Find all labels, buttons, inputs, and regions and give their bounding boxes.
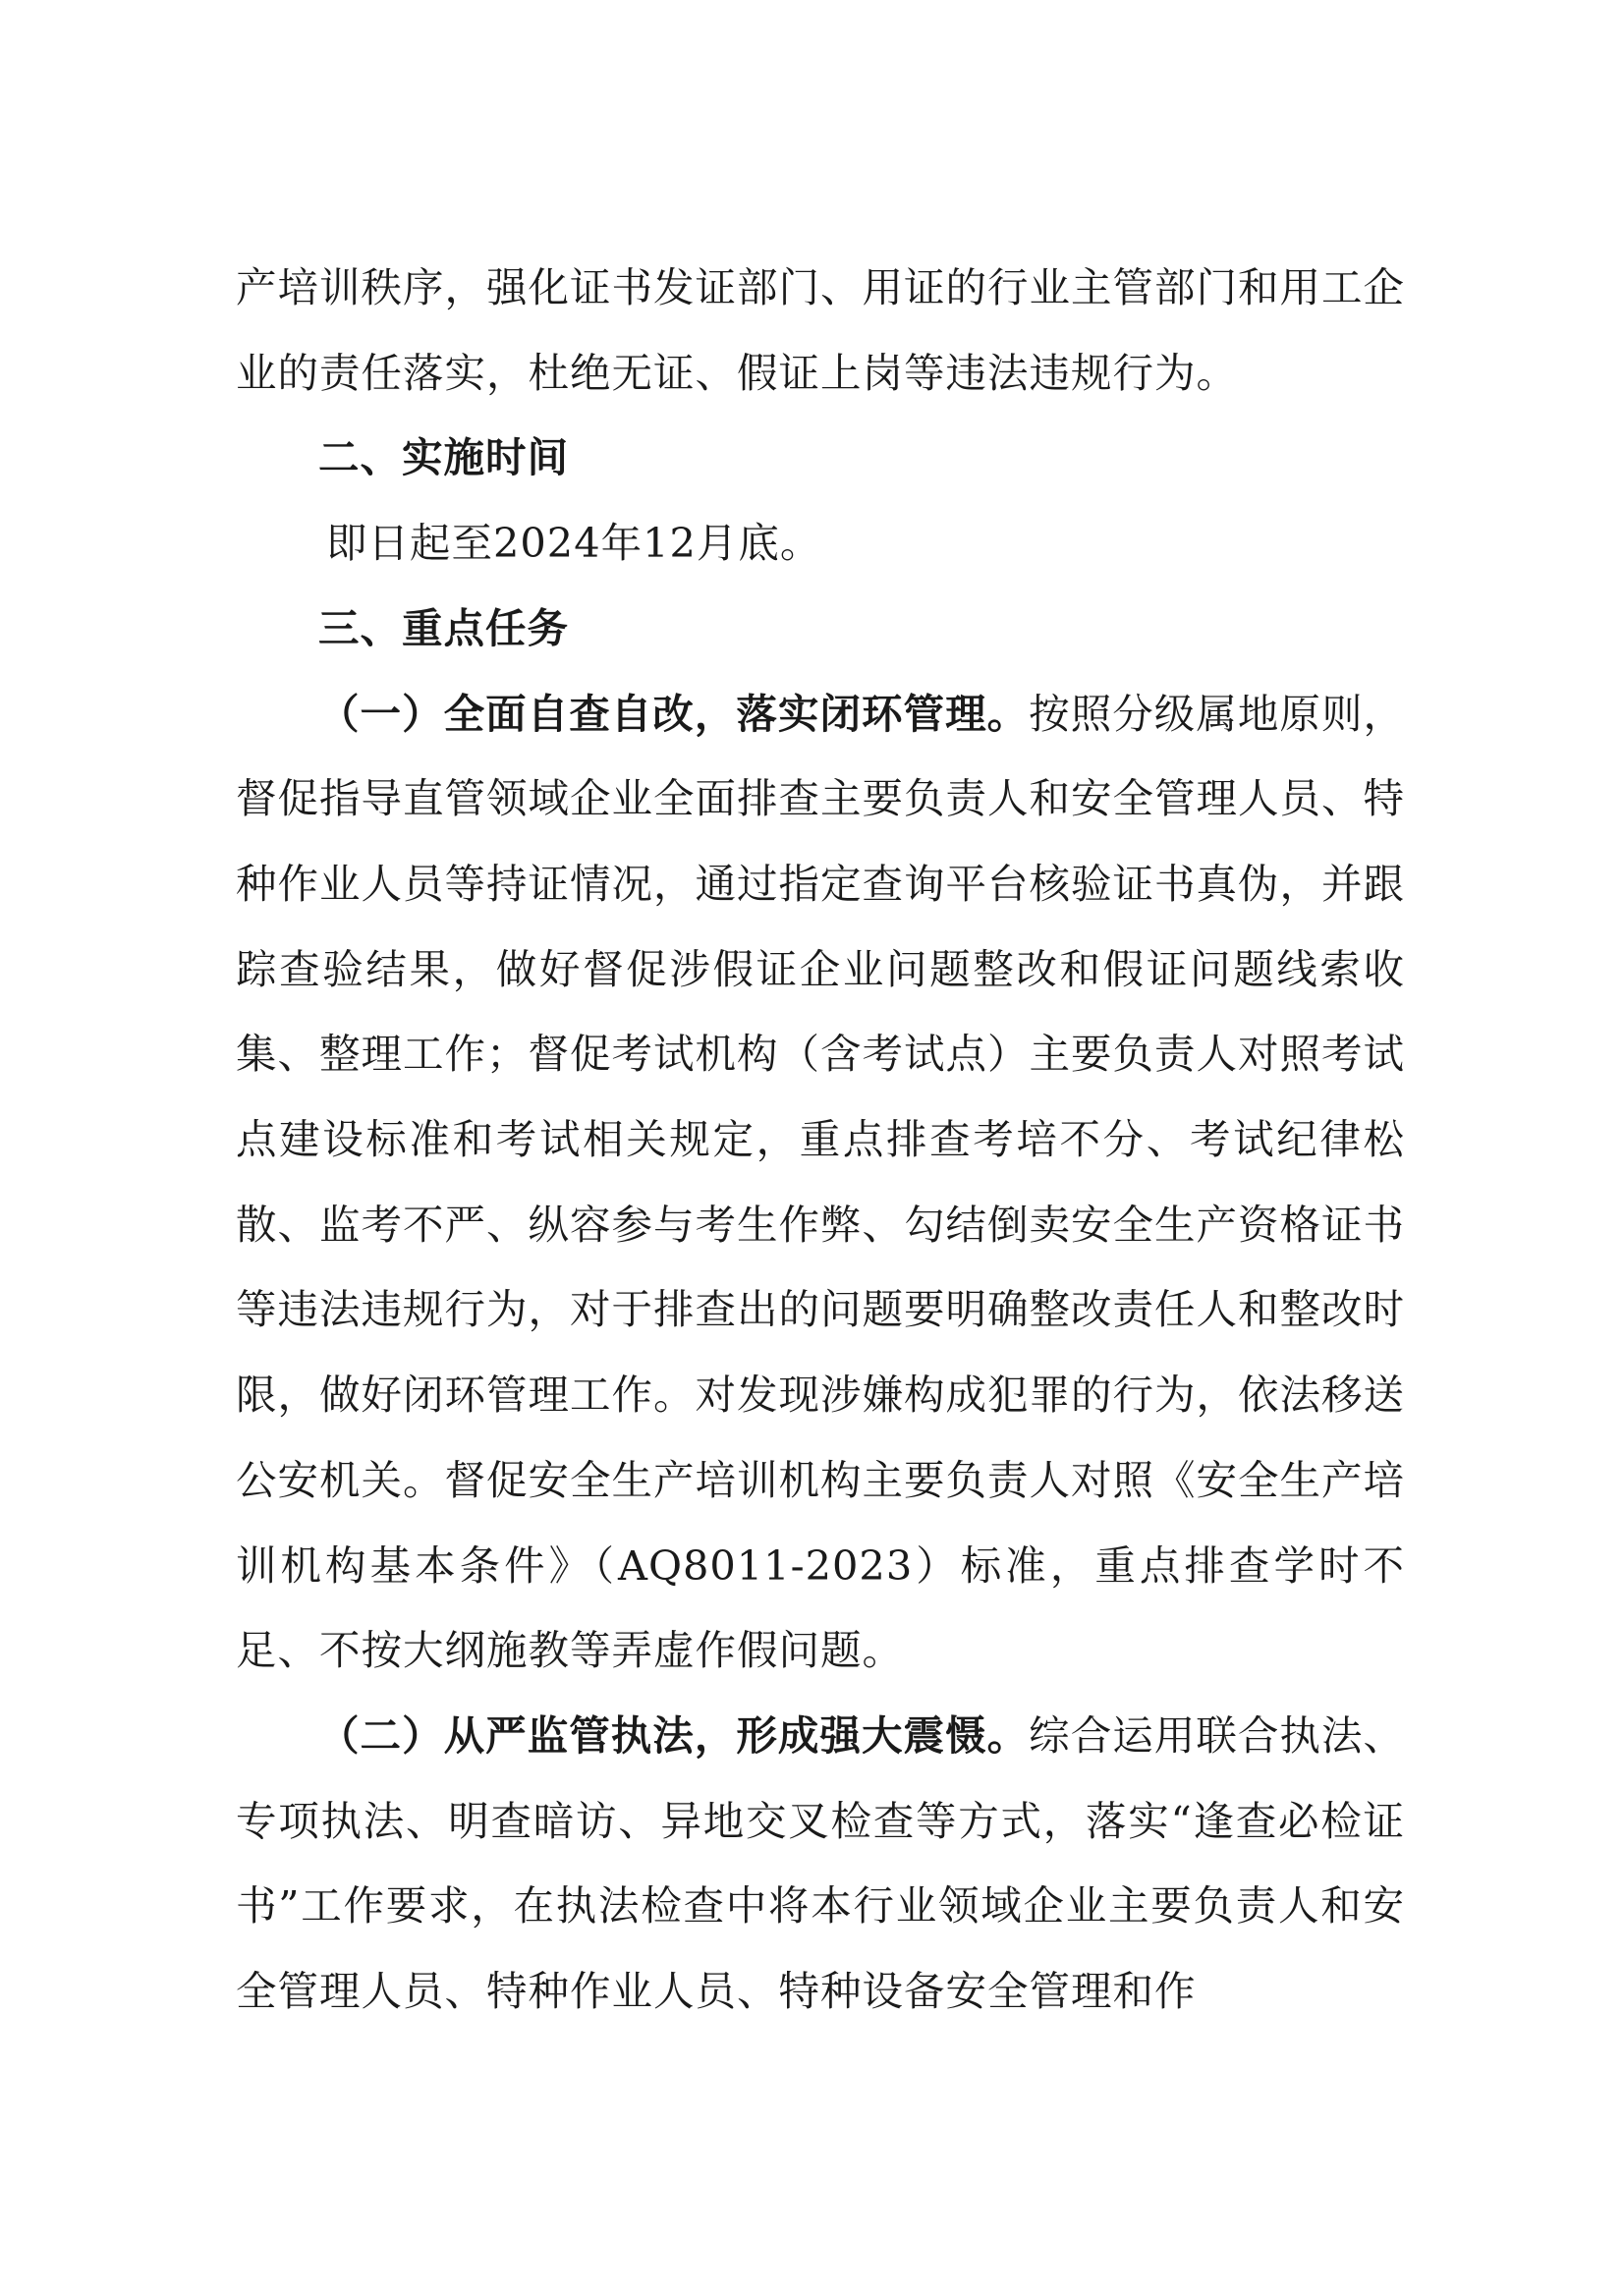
implementation-time-text: 即日起至2024年12月底。 <box>326 519 822 568</box>
continuation-paragraph: 产培训秩序，强化证书发证部门、用证的行业主管部门和用工企业的责任落实，杜绝无证、假证上岗等违法违规行为。 <box>236 263 1406 397</box>
task-item-lead: （一）全面自查自改，落实闭环管理。 <box>318 689 1030 738</box>
task-item-lead: （二）从严监管执法，形成强大震慑。 <box>318 1710 1030 1760</box>
document-body <box>236 246 1405 2035</box>
task-item-self-inspection <box>236 672 1405 1694</box>
task-item-text: 综合运用联合执法、专项执法、明查暗访、异地交叉检查等方式，落实“逢查必检证书”工作要求，在执法检查中将本行业领域企业主要负责人和安全管理人员、特种作业人员、特种设备安全管理和作 <box>236 1710 1405 2016</box>
section-heading-implementation-time: 二、实施时间 <box>318 433 570 482</box>
section-heading-key-tasks: 三、重点任务 <box>318 603 570 652</box>
task-item-text: 按照分级属地原则，督促指导直管领域企业全面排查主要负责人和安全管理人员、特种作业人员等持证情况，通过指定查询平台核验证书真伪，并跟踪查验结果，做好督促涉假证企业问题整改和假证问题线索收集、整理工作；督促考试机构（含考试点）主要负责人对照考试点建设标准和考试相关规定，重点排查考培不分、考试纪律松散、监考不严、纵容参与考生作弊、勾结倒卖安全生产资格证书等违法违规行为，对于排查出的问题要明确整改责任人和整改时限，做好闭环管理工作。对发现涉嫌构成犯罪的行为，依法移送公安机关。督促安全生产培训机构主要负责人对照《安全生产培训机构基本条件》（AQ8011-2023）标准，重点排查学时不足、不按大纲施教等弄虚作假问题。 <box>236 689 1406 1675</box>
task-item-strict-enforcement <box>236 1694 1405 2035</box>
